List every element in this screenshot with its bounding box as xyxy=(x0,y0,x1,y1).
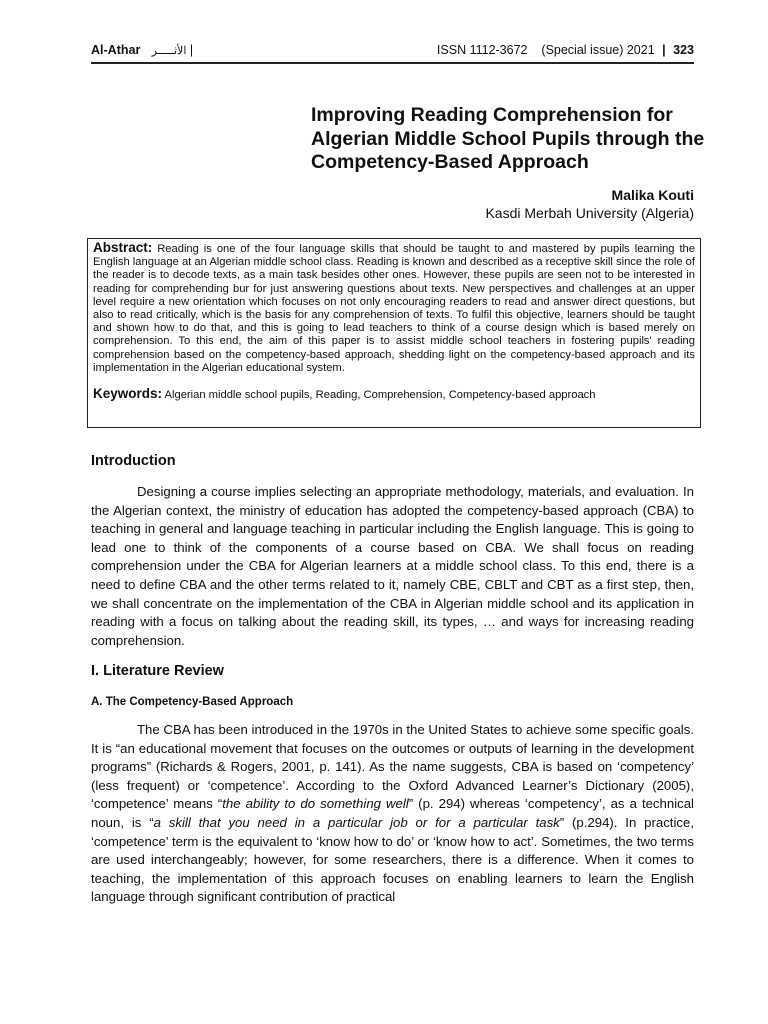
journal-name xyxy=(91,42,193,59)
introduction-paragraph: Designing a course implies selecting an appropriate methodology, materials, and evaluation. In the Algerian context, the ministry of education has adopted the competency-based approach (CBA) to teaching in general and language teaching in particular including the English language. This is going to lead one to think of the components of a course based on CBA. We shall focus on reading comprehension under the CBA for Algerian learners at a middle school class. To this end, there is a need to define CBA and the other terms related to it, namely CBE, CBLT and CBT as a first step, then, we shall concentrate on the implementation of the CBA in Algerian middle school and its application in reading with a focus on talking about the reading skill, its types, … and ways for increasing reading comprehension. xyxy=(91,484,694,648)
introduction-heading-wrap xyxy=(91,453,694,469)
cba-text-2: ” (p. 294) whereas ‘competency’, as a technical noun, is “ xyxy=(91,796,694,830)
journal-title-arabic: الأثـــــر xyxy=(151,45,187,57)
journal-title: Al-Athar xyxy=(91,43,141,57)
introduction-section xyxy=(91,483,694,650)
cba-text-3: ” (p.294). In practice, ‘competence’ term is the equivalent to ‘know how to do’ or ‘know how to act’. Sometimes, the two terms are used interchangeably; however, for some researchers, there is a difference. When it comes to teaching, the implementation of this approach focuses on enabling learners to learn the English language through significant contribution of practical xyxy=(91,814,694,905)
abstract-label: Abstract: xyxy=(93,240,153,255)
keywords xyxy=(93,387,695,402)
literature-review-heading: I. Literature Review xyxy=(91,663,224,679)
page-number: 323 xyxy=(673,43,694,57)
cba-paragraph xyxy=(91,721,694,907)
abstract-text: Reading is one of the four language skills that should be taught to and mastered by pupils learning the English language at an Algerian middle school class. Reading is known and described as a receptive skill since the role of the reader is to decode texts, as a main task besides other ones. However, these pupils are seen not to be interested in reading for comprehending bur for just answering questions about texts. New perspectives and challenges at an upper level require a new orientation which focuses on not only encouraging readers to read and answer direct questions, but also to read critically, which is the basis for any comprehension of texts. To fulfil this objective, learners should be taught and shown how to do that, and this is going to lead teachers to think of a course design which is based merely on comprehension. To this end, the aim of this paper is to assist middle school teachers in fostering pupils' reading comprehension based on the competency-based approach, shedding light on the competency-based approach and its implementation in the Algerian educational system. xyxy=(93,243,695,374)
author-name: Malika Kouti xyxy=(611,187,694,203)
cba-subheading: A. The Competency-Based Approach xyxy=(91,696,294,708)
issue-info xyxy=(437,42,694,58)
abstract-box xyxy=(87,238,701,428)
running-header xyxy=(91,42,694,64)
page-separator: | xyxy=(662,43,666,57)
author-affiliation: Kasdi Merbah University (Algeria) xyxy=(485,205,694,221)
subsection-heading-wrap xyxy=(91,696,694,708)
header-separator: | xyxy=(189,43,194,57)
cba-quote-2: a skill that you need in a particular job or for a particular task xyxy=(153,814,560,830)
introduction-heading: Introduction xyxy=(91,453,176,469)
keywords-label: Keywords: xyxy=(93,386,163,402)
cba-quote-1: the ability to do something well xyxy=(222,796,409,812)
abstract xyxy=(93,241,695,375)
paper-title: Improving Reading Comprehension for Algerian Middle School Pupils through the Competency-Based Approach xyxy=(311,104,705,173)
keywords-text: Algerian middle school pupils, Reading, Comprehension, Competency-based approach xyxy=(164,389,596,402)
cba-text-1: The CBA has been introduced in the 1970s in the United States to achieve some specific goals. It is “an educational movement that focuses on the outcomes or outputs of learning in the development programs” (Richards & Rogers, 2001, p. 141). As the name suggests, CBA is based on ‘competency’ (less frequent) or ‘competence’. According to the Oxford Advanced Learner’s Dictionary (2005), ‘competence’ means “ xyxy=(91,722,694,812)
cba-section xyxy=(91,721,694,907)
literature-heading-wrap xyxy=(91,663,694,679)
issn: ISSN 1112-3672 xyxy=(436,43,528,57)
issue: (Special issue) 2021 xyxy=(541,43,655,57)
